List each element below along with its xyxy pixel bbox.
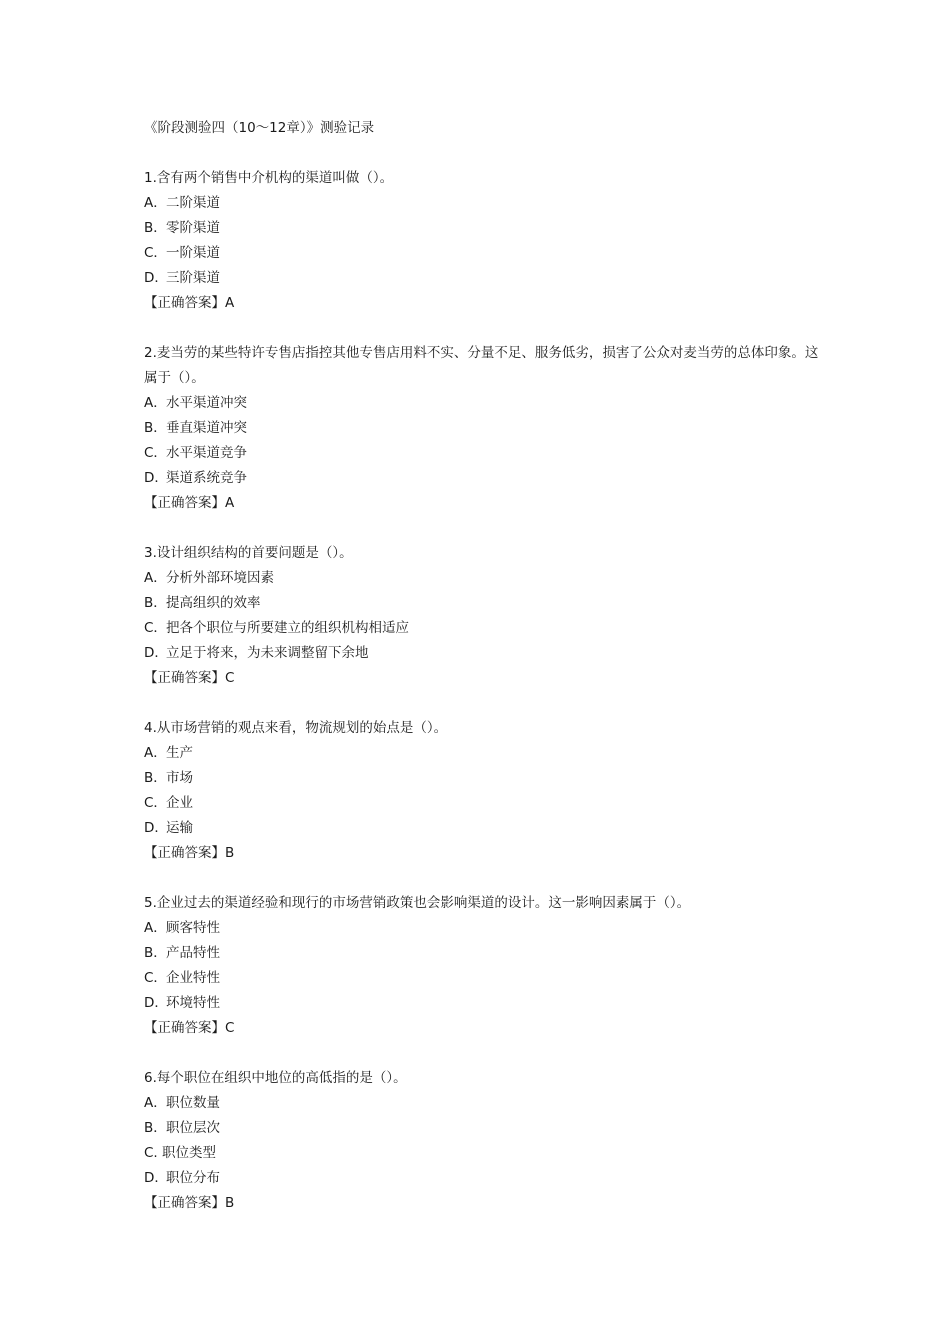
question-6 <box>144 1066 824 1216</box>
option-text: 市场 <box>166 770 193 786</box>
option-letter: D． <box>144 645 168 661</box>
option-letter: C． <box>144 795 167 811</box>
correct-answer: 【正确答案】B <box>144 1195 235 1211</box>
option-text: 职位类型 <box>162 1145 216 1161</box>
option-letter: D． <box>144 1170 168 1186</box>
option-d <box>144 641 824 666</box>
option-a <box>144 191 824 216</box>
option-letter: D． <box>144 995 168 1011</box>
correct-answer: 【正确答案】B <box>144 845 235 861</box>
option-a <box>144 391 824 416</box>
question-stem: 5.企业过去的渠道经验和现行的市场营销政策也会影响渠道的设计。这一影响因素属于（）。 <box>144 895 691 911</box>
option-letter: A． <box>144 570 167 586</box>
correct-answer: 【正确答案】C <box>144 670 235 686</box>
option-letter: B． <box>144 595 167 611</box>
option-letter: A． <box>144 1095 167 1111</box>
option-letter: A． <box>144 395 167 411</box>
option-text: 顾客特性 <box>166 920 220 936</box>
option-letter: C． <box>144 245 167 261</box>
question-4 <box>144 716 824 866</box>
option-d <box>144 266 824 291</box>
option-letter: D． <box>144 820 168 836</box>
option-text: 生产 <box>166 745 193 761</box>
option-letter: B． <box>144 770 167 786</box>
option-c <box>144 1141 824 1166</box>
option-a <box>144 566 824 591</box>
option-b <box>144 1116 824 1141</box>
option-text: 职位分布 <box>166 1170 220 1186</box>
option-text: 环境特性 <box>166 995 220 1011</box>
question-stem: 1.含有两个销售中介机构的渠道叫做（）。 <box>144 170 394 186</box>
option-letter: C. <box>144 1145 158 1161</box>
option-text: 垂直渠道冲突 <box>166 420 247 436</box>
option-letter: A． <box>144 745 167 761</box>
option-letter: B． <box>144 220 167 236</box>
option-letter: A． <box>144 920 167 936</box>
option-d <box>144 816 824 841</box>
option-text: 职位数量 <box>166 1095 220 1111</box>
option-c <box>144 616 824 641</box>
option-text: 零阶渠道 <box>166 220 220 236</box>
correct-answer: 【正确答案】C <box>144 1020 235 1036</box>
option-d <box>144 1166 824 1191</box>
question-stem: 2.麦当劳的某些特许专售店指控其他专售店用料不实、分量不足、服务低劣，损害了公众对麦当劳的总体印象。这属于（）。 <box>144 345 819 386</box>
option-b <box>144 941 824 966</box>
option-letter: B． <box>144 1120 167 1136</box>
option-text: 企业特性 <box>166 970 220 986</box>
option-letter: C． <box>144 620 167 636</box>
option-text: 运输 <box>166 820 193 836</box>
option-letter: D． <box>144 270 168 286</box>
option-text: 提高组织的效率 <box>166 595 261 611</box>
question-1 <box>144 166 824 316</box>
option-letter: D． <box>144 470 168 486</box>
option-letter: B． <box>144 945 167 961</box>
option-a <box>144 916 824 941</box>
option-text: 水平渠道冲突 <box>166 395 247 411</box>
question-stem: 4.从市场营销的观点来看，物流规划的始点是（）。 <box>144 720 448 736</box>
option-c <box>144 791 824 816</box>
option-text: 二阶渠道 <box>166 195 220 211</box>
question-2 <box>144 341 824 516</box>
option-a <box>144 741 824 766</box>
option-text: 渠道系统竞争 <box>166 470 247 486</box>
option-letter: B． <box>144 420 167 436</box>
question-stem: 6.每个职位在组织中地位的高低指的是（）。 <box>144 1070 407 1086</box>
option-text: 产品特性 <box>166 945 220 961</box>
option-letter: A． <box>144 195 167 211</box>
option-text: 分析外部环境因素 <box>166 570 274 586</box>
option-c <box>144 441 824 466</box>
option-d <box>144 466 824 491</box>
document-title: 《阶段测验四（10～12章）》测验记录 <box>144 120 375 136</box>
option-c <box>144 241 824 266</box>
option-b <box>144 766 824 791</box>
option-c <box>144 966 824 991</box>
option-text: 企业 <box>166 795 193 811</box>
option-text: 立足于将来，为未来调整留下余地 <box>166 645 369 661</box>
question-3 <box>144 541 824 691</box>
option-letter: C． <box>144 445 167 461</box>
option-b <box>144 216 824 241</box>
option-text: 把各个职位与所要建立的组织机构相适应 <box>166 620 409 636</box>
option-letter: C． <box>144 970 167 986</box>
option-text: 职位层次 <box>166 1120 220 1136</box>
option-b <box>144 416 824 441</box>
option-text: 一阶渠道 <box>166 245 220 261</box>
correct-answer: 【正确答案】A <box>144 495 235 511</box>
question-5 <box>144 891 824 1041</box>
option-text: 水平渠道竞争 <box>166 445 247 461</box>
correct-answer: 【正确答案】A <box>144 295 235 311</box>
option-b <box>144 591 824 616</box>
document-page <box>144 116 824 1241</box>
option-d <box>144 991 824 1016</box>
option-a <box>144 1091 824 1116</box>
question-stem: 3.设计组织结构的首要问题是（）。 <box>144 545 353 561</box>
option-text: 三阶渠道 <box>166 270 220 286</box>
